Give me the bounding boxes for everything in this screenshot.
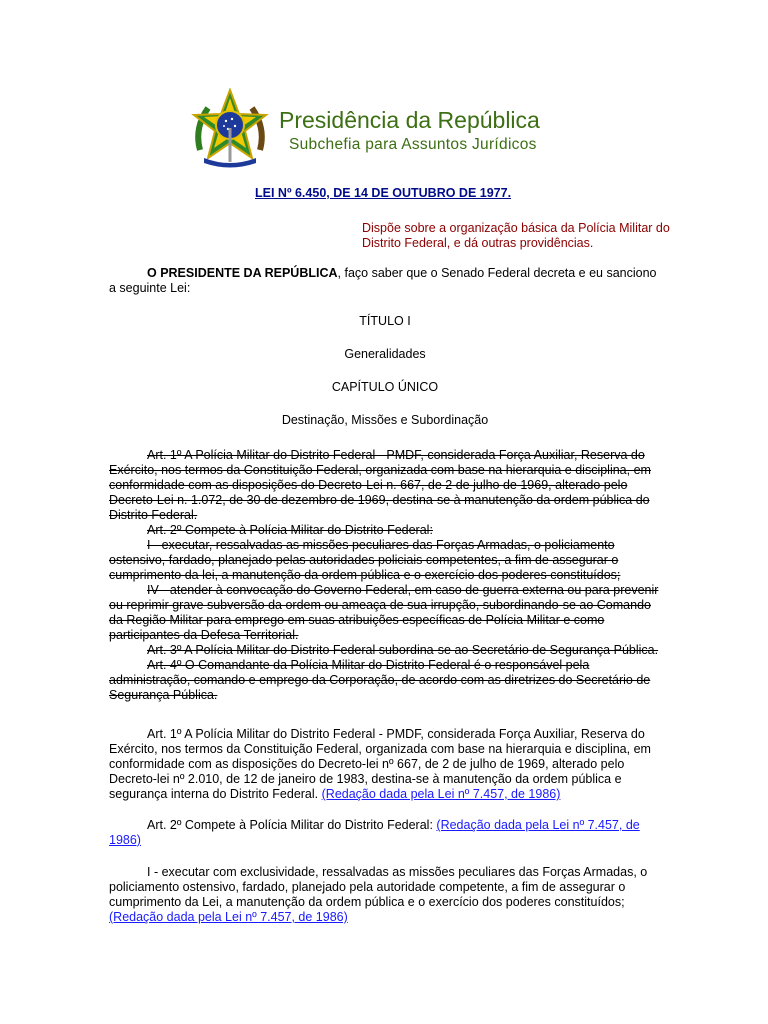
preamble-rest: , faço saber que o Senado Federal decreta e eu sanciono a seguinte Lei:: [109, 266, 657, 295]
brazil-coat-of-arms-icon: [190, 88, 270, 168]
revoked-art3: Art. 3º A Polícia Militar do Distrito Federal subordina-se ao Secretário de Segurança Pública.: [147, 643, 659, 657]
titulo-name: Generalidades: [344, 347, 426, 361]
law-title-link[interactable]: LEI Nº 6.450, DE 14 DE OUTUBRO DE 1977.: [255, 186, 512, 200]
titulo-heading: TÍTULO I: [359, 314, 411, 328]
page-header: [190, 88, 590, 168]
header-subtitle: Subchefia para Assuntos Jurídicos: [289, 136, 537, 153]
capitulo-heading: CAPÍTULO ÚNICO: [331, 380, 439, 394]
current-art1: [109, 727, 661, 802]
current-art2: [109, 818, 661, 848]
redacao-link-art2[interactable]: (Redação dada pela Lei nº 7.457, de 1986): [109, 818, 640, 847]
redacao-link-art1[interactable]: (Redação dada pela Lei nº 7.457, de 1986): [321, 787, 561, 801]
revoked-text: [109, 448, 661, 703]
ementa: Dispõe sobre a organização básica da Polícia Militar do Distrito Federal, e dá outras providências.: [362, 221, 670, 250]
revoked-art1: Art. 1º A Polícia Militar do Distrito Federal - PMDF, considerada Força Auxiliar, Reserva do Exército, nos termos da Constituição Federal, organizada com base na hierarquia e disciplina, em conformidade com as disposições do Decreto-Lei n. 667, de 2 de julho de 1969, alterado pelo Decreto-Lei n. 1.072, de 30 de dezembro de 1969, destina-se à manutenção da ordem pública do Distrito Federal.: [109, 448, 651, 522]
header-title: Presidência da República: [279, 107, 540, 133]
revoked-art4: Art. 4º O Comandante da Polícia Militar do Distrito Federal é o responsável pela administração, comando e emprego da Corporação, de acordo com as diretrizes do Secretário de Segurança Pública.: [109, 658, 651, 702]
current-inc1-text: I - executar com exclusividade, ressalvadas as missões peculiares das Forças Armadas, o policiamento ostensivo, fardado, planejado pela autoridade competente, a fim de assegurar o cumprimento da Lei, a manutenção da ordem pública e o exercício dos poderes constituídos;: [109, 865, 648, 909]
revoked-inc4: IV - atender à convocação do Governo Federal, em caso de guerra externa ou para prevenir ou reprimir grave subversão da ordem ou ameaça de sua irrupção, subordinando-se ao Comando da Região Militar para emprego em suas atribuições específicas de Polícia Militar e como participantes da Defesa Territorial.: [109, 583, 659, 642]
preamble-bold: O PRESIDENTE DA REPÚBLICA: [147, 266, 338, 280]
current-art2-text: Art. 2º Compete à Polícia Militar do Distrito Federal:: [147, 818, 437, 832]
revoked-art2: Art. 2º Compete à Polícia Militar do Distrito Federal:: [147, 523, 433, 537]
current-inc1: [109, 865, 661, 925]
law-body: [109, 266, 661, 925]
current-art1-text: Art. 1º A Polícia Militar do Distrito Federal - PMDF, considerada Força Auxiliar, Reserva do Exército, nos termos da Constituição Federal, organizada com base na hierarquia e disciplina, em conformidade com as disposições do Decreto-lei nº 667, de 2 de julho de 1969, alterado pelo Decreto-lei nº 2.010, de 12 de janeiro de 1983, destina-se à manutenção da ordem pública e segurança interna do Distrito Federal.: [109, 727, 651, 801]
preamble: [109, 266, 661, 296]
redacao-link-inc1[interactable]: (Redação dada pela Lei nº 7.457, de 1986): [109, 910, 348, 924]
capitulo-name: Destinação, Missões e Subordinação: [281, 413, 489, 427]
revoked-inc1: I - executar, ressalvadas as missões peculiares das Forças Armadas, o policiamento ostensivo, fardado, planejado pelas autoridades policiais competentes, a fim de assegurar o cumprimento da lei, a manutenção da ordem pública e o exercício dos poderes constituídos;: [109, 538, 621, 582]
